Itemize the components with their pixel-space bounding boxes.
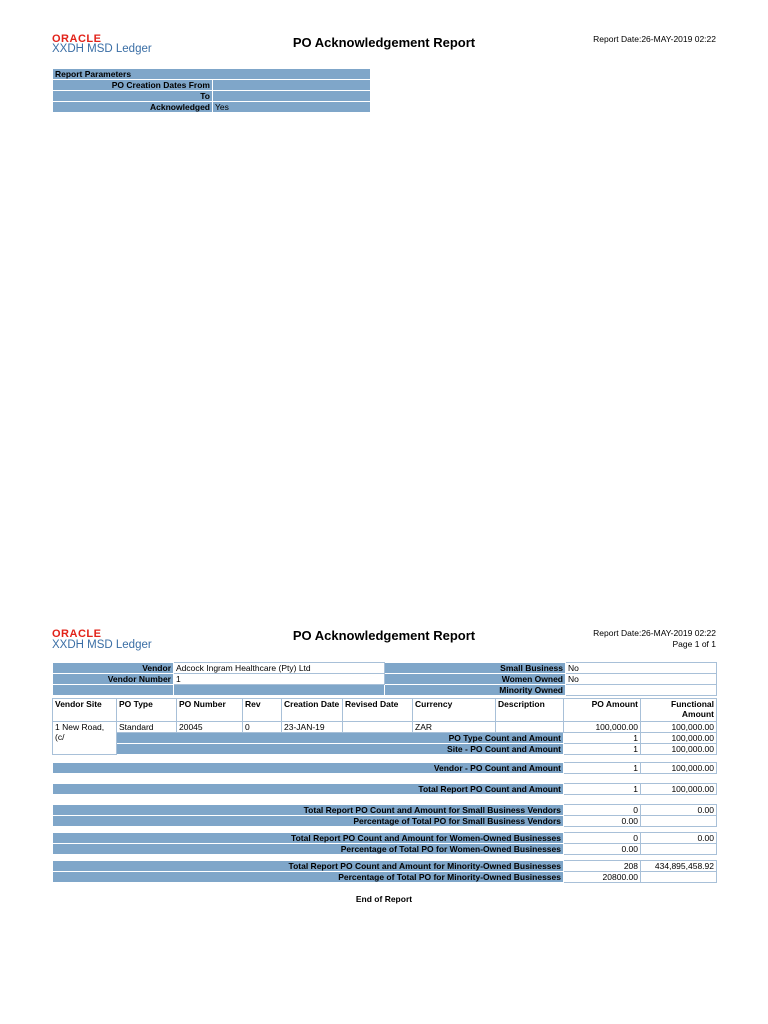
col-po-type: PO Type [117, 699, 177, 722]
vendor-number-value: 1 [174, 674, 385, 685]
women-total-amount: 0.00 [641, 833, 717, 844]
param-label: To [53, 91, 213, 102]
minority-pct-label: Percentage of Total PO for Minority-Owned Businesses [53, 872, 564, 883]
col-creation-date: Creation Date [282, 699, 343, 722]
col-po-number: PO Number [177, 699, 243, 722]
small-business-label: Small Business [385, 663, 566, 674]
women-owned-totals-table [52, 832, 717, 855]
minority-owned-value [566, 685, 717, 696]
vendor-total-count: 1 [564, 763, 641, 774]
blank-cell [641, 872, 717, 883]
women-total-count: 0 [564, 833, 641, 844]
table-row [53, 722, 717, 733]
report-total-count: 1 [564, 784, 641, 795]
ledger-name: XXDH MSD Ledger [52, 43, 152, 55]
col-description: Description [496, 699, 564, 722]
small-total-count: 0 [564, 805, 641, 816]
report-title: PO Acknowledgement Report [292, 35, 476, 50]
women-pct-label: Percentage of Total PO for Women-Owned Businesses [53, 844, 564, 855]
vendor-info-table [52, 662, 717, 696]
minority-owned-totals-table [52, 860, 717, 883]
oracle-logo: ORACLE [52, 628, 102, 640]
param-label: PO Creation Dates From [53, 80, 213, 91]
cell-vendor-site: 1 New Road, (c/ [53, 722, 117, 755]
vendor-total-amount: 100,000.00 [641, 763, 717, 774]
col-currency: Currency [413, 699, 496, 722]
blank-cell [174, 685, 385, 696]
site-total-label: Site - PO Count and Amount [117, 744, 564, 755]
po-type-total-amount: 100,000.00 [641, 733, 717, 744]
report-parameters-table [52, 68, 371, 113]
vendor-value: Adcock Ingram Healthcare (Pty) Ltd [174, 663, 385, 674]
param-value [213, 80, 371, 91]
col-revised-date: Revised Date [343, 699, 413, 722]
cell-description [496, 722, 564, 733]
blank-cell [641, 844, 717, 855]
po-detail-table [52, 698, 717, 755]
minority-total-label: Total Report PO Count and Amount for Minority-Owned Businesses [53, 861, 564, 872]
site-total-row [53, 744, 717, 755]
minority-pct-value: 20800.00 [564, 872, 641, 883]
women-owned-value: No [566, 674, 717, 685]
cell-currency: ZAR [413, 722, 496, 733]
ledger-name: XXDH MSD Ledger [52, 639, 152, 651]
report-total-label: Total Report PO Count and Amount [53, 784, 564, 795]
site-total-amount: 100,000.00 [641, 744, 717, 755]
vendor-number-label: Vendor Number [53, 674, 174, 685]
cell-po-amount: 100,000.00 [564, 722, 641, 733]
cell-functional-amount: 100,000.00 [641, 722, 717, 733]
params-header: Report Parameters [53, 69, 371, 80]
col-rev: Rev [243, 699, 282, 722]
site-total-count: 1 [564, 744, 641, 755]
women-pct-value: 0.00 [564, 844, 641, 855]
small-pct-label: Percentage of Total PO for Small Business Vendors [53, 816, 564, 827]
end-of-report: End of Report [355, 894, 413, 904]
report-title: PO Acknowledgement Report [292, 628, 476, 643]
cell-rev: 0 [243, 722, 282, 733]
report-total-amount: 100,000.00 [641, 784, 717, 795]
col-functional-amount: Functional Amount [641, 699, 717, 722]
women-owned-label: Women Owned [385, 674, 566, 685]
cell-revised-date [343, 722, 413, 733]
small-business-value: No [566, 663, 717, 674]
cell-creation-date: 23-JAN-19 [282, 722, 343, 733]
po-type-total-count: 1 [564, 733, 641, 744]
vendor-total-label: Vendor - PO Count and Amount [53, 763, 564, 774]
param-value [213, 91, 371, 102]
minority-owned-label: Minority Owned [385, 685, 566, 696]
param-label: Acknowledged [53, 102, 213, 113]
cell-po-number: 20045 [177, 722, 243, 733]
report-date: Report Date:26-MAY-2019 02:22 [593, 34, 716, 44]
small-total-amount: 0.00 [641, 805, 717, 816]
po-type-total-label: PO Type Count and Amount [117, 733, 564, 744]
small-pct-value: 0.00 [564, 816, 641, 827]
women-total-label: Total Report PO Count and Amount for Women-Owned Businesses [53, 833, 564, 844]
blank-cell [53, 685, 174, 696]
report-total-table [52, 783, 717, 795]
col-po-amount: PO Amount [564, 699, 641, 722]
minority-total-count: 208 [564, 861, 641, 872]
page-number: Page 1 of 1 [672, 639, 716, 649]
report-date: Report Date:26-MAY-2019 02:22 [593, 628, 716, 638]
po-type-total-row [53, 733, 717, 744]
col-vendor-site: Vendor Site [53, 699, 117, 722]
small-total-label: Total Report PO Count and Amount for Small Business Vendors [53, 805, 564, 816]
vendor-label: Vendor [53, 663, 174, 674]
param-value: Yes [213, 102, 371, 113]
small-business-totals-table [52, 804, 717, 827]
vendor-total-table [52, 762, 717, 774]
minority-total-amount: 434,895,458.92 [641, 861, 717, 872]
oracle-logo: ORACLE [52, 33, 102, 45]
blank-cell [641, 816, 717, 827]
cell-po-type: Standard [117, 722, 177, 733]
column-header-row [53, 699, 717, 722]
